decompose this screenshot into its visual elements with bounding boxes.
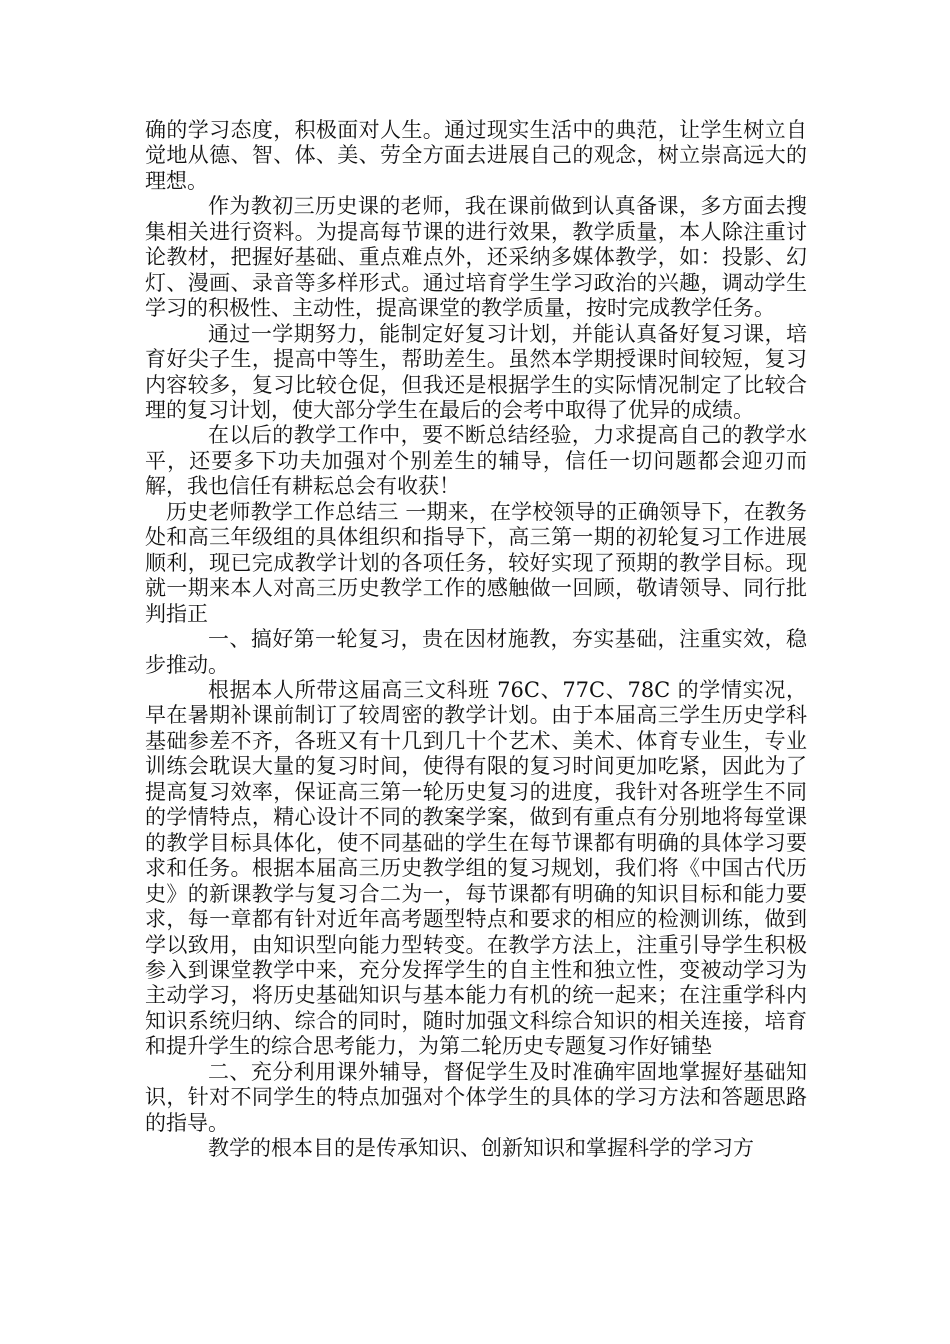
document-body — [145, 118, 807, 1162]
paragraph-7: 教学的根本目的是传承知识、创新知识和掌握科学的学习方 — [208, 1136, 754, 1161]
paragraph-1: 确的学习态度，积极面对人生。通过现实生活中的典范，让学生树立自觉地从德、智、体、美、劳全方面去进展自己的观念，树立崇高远大的理想。 — [145, 118, 807, 193]
paragraph-2: 作为教初三历史课的老师，我在课前做到认真备课，多方面去搜集相关进行资料。为提高每节课的进行效果，教学质量，本人除注重讨论教材，把握好基础、重点难点外，还采纳多媒体教学，如：投影、幻灯、漫画、录音等多样形式。通过培育学生学习政治的兴趣，调动学生学习的积极性、主动性，提高课堂的教学质量，按时完成教学任务。 — [145, 194, 807, 321]
paragraph-3: 通过一学期努力，能制定好复习计划，并能认真备好复习课，培育好尖子生，提高中等生，帮助差生。虽然本学期授课时间较短，复习内容较多，复习比较仓促，但我还是根据学生的实际情况制定了比较合理的复习计划，使大部分学生在最后的会考中取得了优异的成绩。 — [145, 321, 807, 422]
paragraph-5: 历史老师教学工作总结三 一期来，在学校领导的正确领导下，在教务处和高三年级组的具体组织和指导下，高三第一期的初轮复习工作进展顺利，现已完成教学计划的各项任务，较好实现了预期的教学目标。现就一期来本人对高三历史教学工作的感触做一回顾，敬请领导、同行批判指正 — [145, 499, 807, 626]
paragraph-4: 在以后的教学工作中，要不断总结经验，力求提高自己的教学水平，还要多下功夫加强对个别差生的辅导，信任一切问题都会迎刃而解，我也信任有耕耘总会有收获！ — [145, 423, 807, 499]
section-heading-1: 一、搞好第一轮复习，贵在因材施教，夯实基础，注重实效，稳步推动。 — [145, 627, 807, 677]
section-heading-2: 二、充分利用课外辅导，督促学生及时准确牢固地掌握好基础知识，针对不同学生的特点加强对个体学生的具体的学习方法和答题思路的指导。 — [145, 1059, 807, 1135]
paragraph-6: 根据本人所带这届高三文科班 76C、77C、78C 的学情实况，早在暑期补课前制订了较周密的教学计划。由于本届高三学生历史学科基础参差不齐，各班又有十几到几十个艺术、美术、体育专业生，专业训练会耽误大量的复习时间，使得有限的复习时间更加吃紧，因此为了提高复习效率，保证高三第一轮历史复习的进度，我针对各班学生不同的学情特点，精心设计不同的教案学案，做到有重点有分别地将每堂课的教学目标具体化，使不同基础的学生在每节课都有明确的具体学习要求和任务。根据本届高三历史教学组的复习规划，我们将《中国古代历史》的新课教学与复习合二为一，每节课都有明确的知识目标和能力要求，每一章都有针对近年高考题型特点和要求的相应的检测训练，做到学以致用，由知识型向能力型转变。在教学方法上，注重引导学生积极参入到课堂教学中来，充分发挥学生的自主性和独立性，变被动学习为主动学习，将历史基础知识与基本能力有机的统一起来；在注重学科内知识系统归纳、综合的同时，随时加强文科综合知识的相关连接，培育和提升学生的综合思考能力，为第二轮历史专题复习作好铺垫 — [145, 677, 807, 1059]
